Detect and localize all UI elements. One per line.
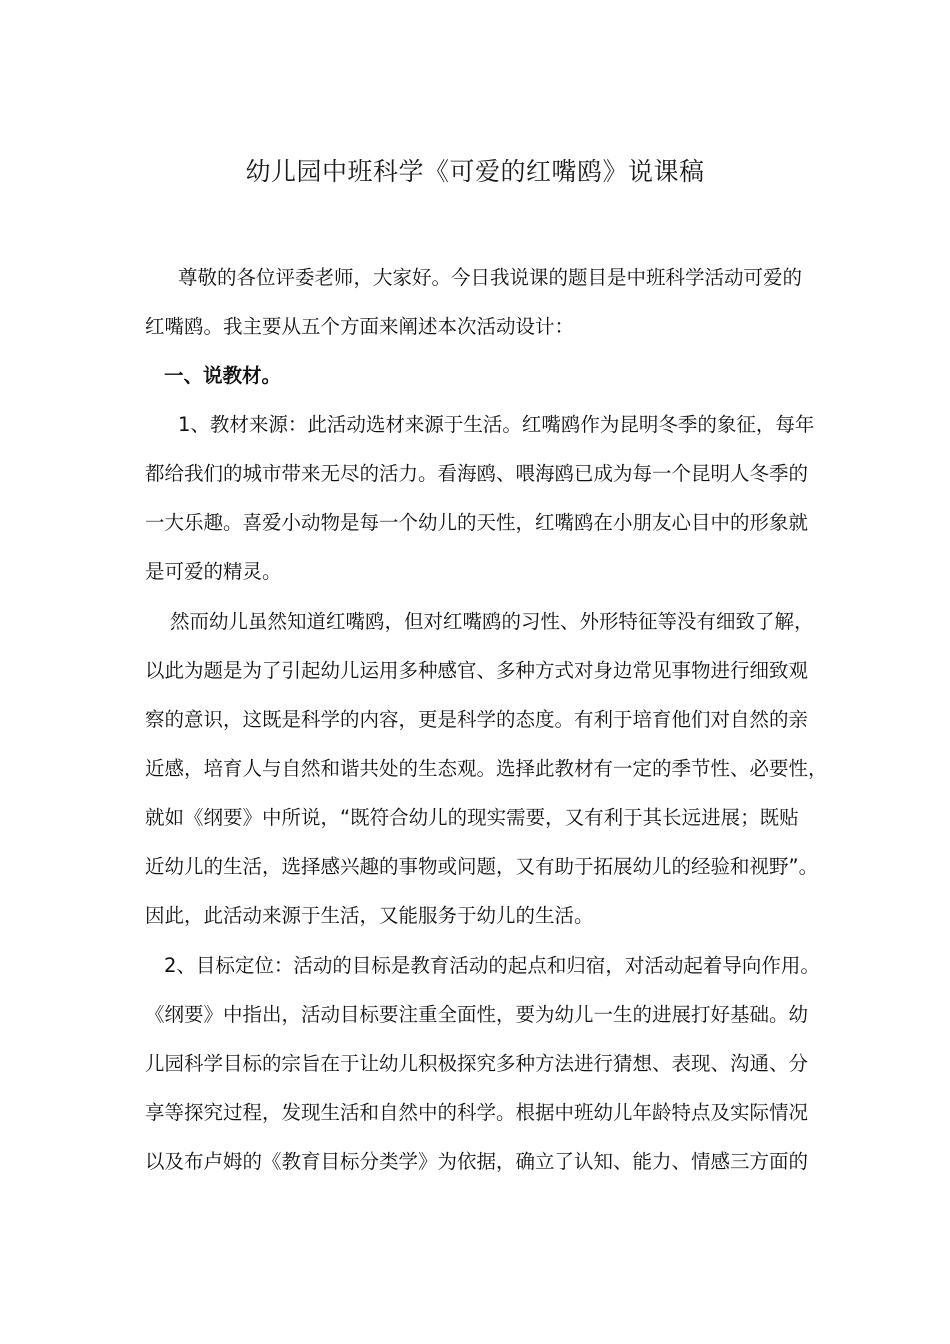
paragraph-line: 是可爱的精灵。 xyxy=(145,560,282,583)
paragraph-line: 然而幼儿虽然知道红嘴鸥，但对红嘴鸥的习性、外形特征等没有细致了解， xyxy=(170,610,814,633)
paragraph-line: 《纲要》中指出，活动目标要注重全面性，要为幼儿一生的进展打好基础。幼 xyxy=(145,1003,809,1026)
paragraph-line: 1、教材来源：此活动选材来源于生活。红嘴鸥作为昆明冬季的象征，每年 xyxy=(178,413,815,436)
paragraph-line: 以及布卢姆的《教育目标分类学》为依据，确立了认知、能力、情感三方面的 xyxy=(145,1150,809,1173)
document-title: 幼儿园中班科学《可爱的红嘴鸥》说课稿 xyxy=(245,157,705,186)
paragraph-line: 儿园科学目标的宗旨在于让幼儿积极探究多种方法进行猜想、表现、沟通、分 xyxy=(145,1052,809,1075)
paragraph-line: 察的意识，这既是科学的内容，更是科学的态度。有利于培育他们对自然的亲 xyxy=(145,708,809,731)
paragraph-line: 享等探究过程，发现生活和自然中的科学。根据中班幼儿年龄特点及实际情况 xyxy=(145,1101,809,1124)
paragraph-line: 一大乐趣。喜爱小动物是每一个幼儿的天性，红嘴鸥在小朋友心目中的形象就 xyxy=(145,511,809,534)
section-heading: 一、说教材。 xyxy=(164,364,282,387)
paragraph-line: 尊敬的各位评委老师，大家好。今日我说课的题目是中班科学活动可爱的 xyxy=(178,266,803,289)
paragraph-line: 就如《纲要》中所说，“既符合幼儿的现实需要，又有利于其长远进展；既贴 xyxy=(145,806,799,829)
paragraph-line: 红嘴鸥。我主要从五个方面来阐述本次活动设计： xyxy=(145,315,575,338)
paragraph-line: 因此，此活动来源于生活，又能服务于幼儿的生活。 xyxy=(145,904,594,927)
paragraph-line: 都给我们的城市带来无尽的活力。看海鸥、喂海鸥已成为每一个昆明人冬季的 xyxy=(145,462,809,485)
paragraph-line: 近感，培育人与自然和谐共处的生态观。选择此教材有一定的季节性、必要性， xyxy=(145,757,828,780)
paragraph-line: 近幼儿的生活，选择感兴趣的事物或问题，又有助于拓展幼儿的经验和视野”。 xyxy=(145,855,819,878)
paragraph-line: 以此为题是为了引起幼儿运用多种感官、多种方式对身边常见事物进行细致观 xyxy=(145,659,809,682)
paragraph-line: 2、目标定位：活动的目标是教育活动的起点和归宿，对活动起着导向作用。 xyxy=(164,954,820,977)
